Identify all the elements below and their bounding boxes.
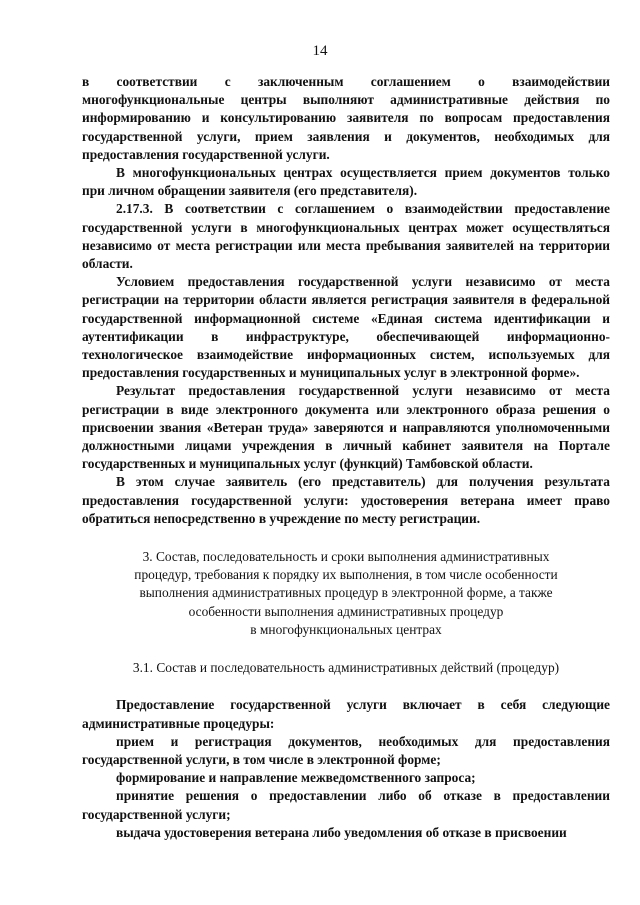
section-heading [82,548,610,639]
section-heading-line: 3. Состав, последовательность и сроки выполнения административных [142,549,550,565]
section-heading-line: выполнения административных процедур в электронной форме, а также [139,585,553,601]
subsection-heading: 3.1. Состав и последовательность административных действий (процедур) [132,660,560,676]
document-body [82,73,610,842]
paragraph-agreement: в соответствии с заключенным соглашением о взаимодействии многофункциональные центры выполняют административные действия по информированию и консультированию заявителя по вопросам предоставления государственной услуги, прием заявления и документов, необходимых для предоставления государственной услуги. [82,74,610,162]
paragraph-registration-condition: Условием предоставления государственной услуги независимо от места регистрации на территории области является регистрация заявителя в федеральной государственной информационной системе «Единая система идентификации и аутентификации в инфраструктуре, обеспечивающей информационно-технологическое взаимодействие информационных систем, используемых для предоставления государственных и муниципальных услуг в электронной форме». [82,274,610,381]
paragraph-applicant-right: В этом случае заявитель (его представитель) для получения результата предоставления государственной услуги: удостоверения ветерана имеет право обратиться непосредственно в учреждение по месту регистрации. [82,474,610,526]
paragraph-result: Результат предоставления государственной услуги независимо от места регистрации в виде электронного документа или электронного образа решения о присвоении звания «Ветеран труда» заверяются и направляются уполномоченными должностными лицами учреждения в личный кабинет заявителя на Портале государственных и муниципальных услуг (функций) Тамбовской области. [82,383,610,472]
paragraph-2-17-3: 2.17.3. В соответствии с соглашением о взаимодействии предоставление государственной услуги в многофункциональных центрах может осуществляться независимо от места регистрации или места пребывания заявителей на территории области. [82,201,610,272]
paragraph-personal-visit: В многофункциональных центрах осуществляется прием документов только при личном обращении заявителя (его представителя). [82,165,610,199]
list-item: принятие решения о предоставлении либо об отказе в предоставлении государственной услуги; [82,788,610,822]
section-heading-line: в многофункциональных центрах [250,621,442,637]
section-heading-line: особенности выполнения административных процедур [188,603,504,619]
list-item: формирование и направление межведомственного запроса; [116,770,476,786]
procedures-list [82,733,610,842]
page-number: 14 [312,43,328,59]
list-item: прием и регистрация документов, необходимых для предоставления государственной услуги, в том числе в электронной форме; [82,733,610,767]
section-heading-line: процедур, требования к порядку их выполнения, в том числе особенности [134,567,558,583]
paragraph-intro: Предоставление государственной услуги включает в себя следующие административные процедуры: [82,697,610,731]
list-item: выдача удостоверения ветерана либо уведомления об отказе в присвоении [116,824,567,840]
